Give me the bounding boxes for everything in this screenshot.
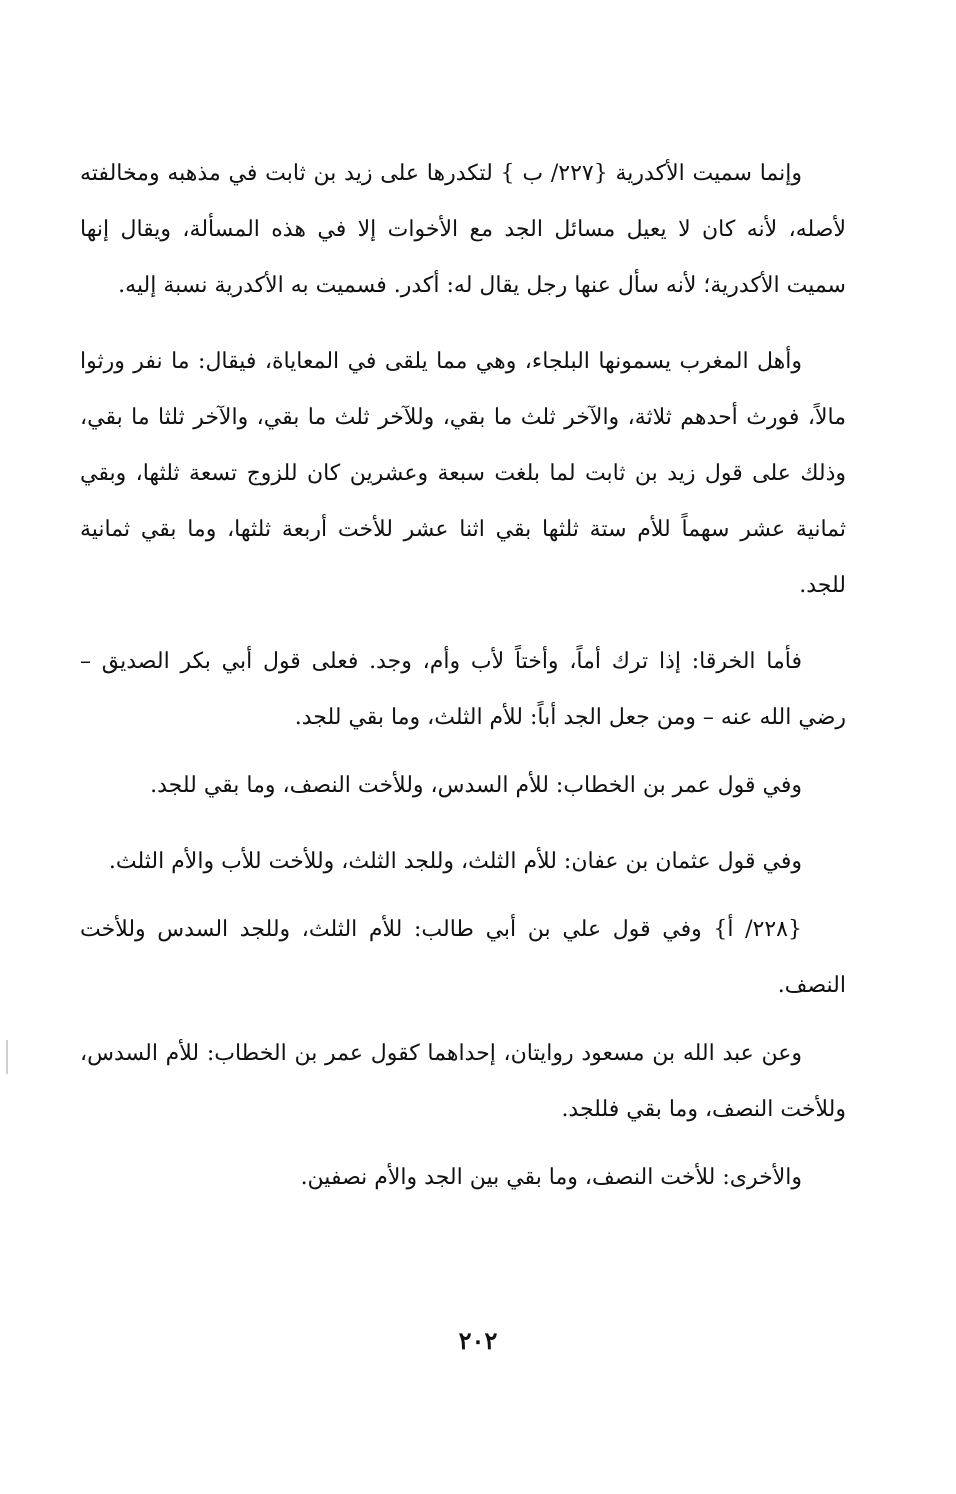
paragraph-ali-opinion: {٢٢٨/ أ} وفي قول علي بن أبي طالب: للأم الثلث، وللجد السدس وللأخت النصف. — [80, 917, 846, 998]
paragraph-uthman-opinion: وفي قول عثمان بن عفان: للأم الثلث، وللجد الثلث، وللأخت للأب والأم الثلث. — [108, 849, 802, 874]
paragraph-kharqa-abu-bakr: فأما الخرقا: إذا ترك أماً، وأختاً لأب وأم، وجد. فعلى قول أبي بكر الصديق – رضي الله عنه – ومن جعل الجد أباً: للأم الثلث، وما بقي للجد. — [80, 649, 846, 730]
paragraph-maghreb-baljaa: وأهل المغرب يسمونها البلجاء، وهي مما يلقى في المعاياة، فيقال: ما نفر ورثوا مالاً، فورث أحدهم ثلاثة، والآخر ثلث ما بقي، وللآخر ثلث ما بقي، والآخر ثلثا ما بقي، وذلك على قول زيد بن ثابت لما بلغت سبعة وعشرين كان للزوج تسعة ثلثها، وبقي ثمانية عشر سهماً للأم ستة ثلثها بقي اثنا عشر للأخت أربعة ثلثها، وما بقي ثمانية للجد. — [80, 349, 846, 598]
page-number: ٢٠٢ — [458, 1326, 498, 1355]
paragraph-umar-opinion: وفي قول عمر بن الخطاب: للأم السدس، وللأخت النصف، وما بقي للجد. — [150, 773, 802, 798]
paragraph-ibn-masud-opinion: وعن عبد الله بن مسعود روايتان، إحداهما كقول عمر بن الخطاب: للأم السدس، وللأخت النصف، وما بقي فللجد. — [80, 1041, 846, 1122]
paragraph-second-narration: والأخرى: للأخت النصف، وما بقي بين الجد والأم نصفين. — [300, 1165, 802, 1190]
main-text — [80, 146, 846, 1226]
paragraph-akdariyya-naming: وإنما سميت الأكدرية {٢٢٧/ ب } لتكدرها على زيد بن ثابت في مذهبه ومخالفته لأصله، لأنه كان لا يعيل مسائل الجد مع الأخوات إلا في هذه المسألة، ويقال إنها سميت الأكدرية؛ لأنه سأل عنها رجل يقال له: أكدر. فسميت به الأكدرية نسبة إليه. — [80, 161, 846, 298]
scan-edge-mark — [6, 1040, 8, 1074]
